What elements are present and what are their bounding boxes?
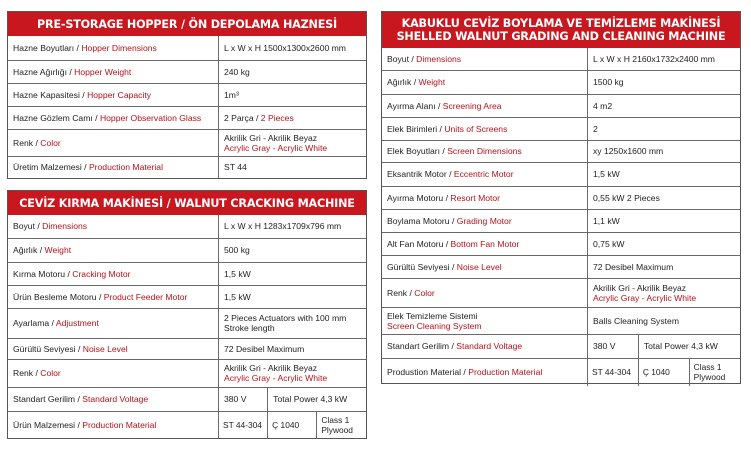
spec-label: Boylama Motoru / Grading Motor [382, 209, 588, 232]
table-row [382, 334, 740, 358]
spec-value: 2 Parça / 2 Pieces [219, 106, 367, 129]
table-row [8, 83, 366, 106]
spec-value: Balls Cleaning System [588, 307, 741, 334]
grading-title-tr: KABUKLU CEVİZ BOYLAMA VE TEMİZLEME MAKİNESİ [401, 17, 721, 30]
table-row [382, 70, 740, 94]
spec-label: Elek Birimleri / Units of Screens [382, 117, 588, 140]
table-row [8, 285, 366, 308]
hopper-title: PRE-STORAGE HOPPER / ÖN DEPOLAMA HAZNESİ [8, 12, 366, 36]
spec-label: Renk / Color [8, 359, 219, 387]
table-row [8, 238, 366, 262]
spec-value: ST 44-304 [219, 411, 268, 439]
table-row [8, 106, 366, 129]
spec-label: Ayırma Alanı / Screening Area [382, 94, 588, 117]
cracking-spec-panel [7, 190, 367, 439]
table-row [382, 48, 740, 70]
spec-label: Renk / Color [8, 129, 219, 156]
spec-label: Standart Gerilim / Standard Voltage [8, 387, 219, 411]
spec-label: Hazne Ağırlığı / Hopper Weight [8, 60, 219, 83]
spec-label: Alt Fan Motoru / Bottom Fan Motor [382, 232, 588, 255]
table-row [382, 140, 740, 162]
spec-value: 380 V [219, 387, 268, 411]
spec-label: Elek Temizleme Sistemi Screen Cleaning System [382, 307, 588, 334]
spec-value: 2 Pieces Actuators with 100 mm Stroke length [219, 308, 367, 338]
table-row [8, 338, 366, 359]
table-row [8, 387, 366, 411]
spec-label: Renk / Color [382, 278, 588, 307]
spec-value: 2 [588, 117, 741, 140]
grading-spec-panel [381, 11, 741, 384]
table-row [8, 215, 366, 238]
spec-value: 240 kg [219, 60, 367, 83]
table-row [8, 308, 366, 338]
spec-value: ST 44-304 [588, 358, 639, 386]
spec-value: xy 1250x1600 mm [588, 140, 741, 162]
spec-value-secondary: Total Power 4,3 kW [268, 387, 366, 411]
spec-label: Ayırma Motoru / Resort Motor [382, 186, 588, 209]
hopper-spec-panel [7, 11, 367, 179]
spec-value: 1,5 kW [219, 262, 367, 285]
spec-label: Gürültü Seviyesi / Noise Level [382, 255, 588, 278]
table-row [8, 60, 366, 83]
spec-value: 380 V [588, 334, 639, 358]
table-row [8, 129, 366, 156]
grading-spec-table [382, 48, 740, 386]
spec-label: Hazne Gözlem Camı / Hopper Observation Glass [8, 106, 219, 129]
spec-value: 500 kg [219, 238, 367, 262]
table-row [382, 232, 740, 255]
spec-value-secondary: Total Power 4,3 kW [638, 334, 740, 358]
spec-label: Boyut / Dimensions [8, 215, 219, 238]
hopper-spec-table [8, 36, 366, 178]
spec-value-tertiary: Class 1 Plywood [317, 411, 366, 439]
spec-value: L x W x H 1283x1709x796 mm [219, 215, 367, 238]
spec-value: 4 m2 [588, 94, 741, 117]
spec-value: Akrilik Gri - Akrilik Beyaz Acrylic Gray - Acrylic White [219, 129, 367, 156]
spec-value: L x W x H 2160x1732x2400 mm [588, 48, 741, 70]
spec-label: Kırma Motoru / Cracking Motor [8, 262, 219, 285]
spec-label: Ağırlık / Weight [382, 70, 588, 94]
spec-label: Hazne Boyutları / Hopper Dimensions [8, 36, 219, 60]
spec-label: Boyut / Dimensions [382, 48, 588, 70]
spec-value-tertiary: Class 1 Plywood [689, 358, 740, 386]
spec-value: 72 Desibel Maximum [588, 255, 741, 278]
spec-value: 0,75 kW [588, 232, 741, 255]
table-row [382, 358, 740, 386]
cracking-spec-table [8, 215, 366, 439]
table-row [8, 156, 366, 178]
grading-title [382, 12, 740, 48]
spec-value: 1,5 kW [219, 285, 367, 308]
table-row [382, 117, 740, 140]
spec-value: 1m³ [219, 83, 367, 106]
grading-title-en: SHELLED WALNUT GRADING AND CLEANING MACHINE [396, 30, 726, 43]
spec-value: 1500 kg [588, 70, 741, 94]
table-row [8, 411, 366, 439]
spec-value: Akrilik Gri - Akrilik Beyaz Acrylic Gray - Acrylic White [219, 359, 367, 387]
table-row [382, 307, 740, 334]
spec-label: Hazne Kapasitesi / Hopper Capacity [8, 83, 219, 106]
spec-label: Produstion Material / Production Material [382, 358, 588, 386]
table-row [382, 255, 740, 278]
spec-label: Ayarlama / Adjustment [8, 308, 219, 338]
spec-label: Ürün Malzemesi / Production Material [8, 411, 219, 439]
spec-label: Gürültü Seviyesi / Noise Level [8, 338, 219, 359]
table-row [382, 186, 740, 209]
table-row [382, 94, 740, 117]
cracking-title: CEVİZ KIRMA MAKİNESİ / WALNUT CRACKING MACHINE [8, 191, 366, 215]
table-row [8, 36, 366, 60]
table-row [382, 209, 740, 232]
spec-label: Eksantrik Motor / Eccentric Motor [382, 162, 588, 186]
spec-label: Ağırlık / Weight [8, 238, 219, 262]
spec-value: 0,55 kW 2 Pieces [588, 186, 741, 209]
table-row [382, 162, 740, 186]
spec-label: Elek Boyutları / Screen Dimensions [382, 140, 588, 162]
spec-value: 72 Desibel Maximum [219, 338, 367, 359]
spec-value: 1,1 kW [588, 209, 741, 232]
spec-value-secondary: Ç 1040 [268, 411, 317, 439]
table-row [382, 278, 740, 307]
spec-value: 1,5 kW [588, 162, 741, 186]
spec-label: Üretim Malzemesi / Production Material [8, 156, 219, 178]
spec-value-secondary: Ç 1040 [638, 358, 689, 386]
spec-value: ST 44 [219, 156, 367, 178]
spec-value: L x W x H 1500x1300x2600 mm [219, 36, 367, 60]
table-row [8, 359, 366, 387]
spec-label: Standart Gerilim / Standard Voltage [382, 334, 588, 358]
spec-label: Ürün Besleme Motoru / Product Feeder Motor [8, 285, 219, 308]
table-row [8, 262, 366, 285]
spec-value: Akrilik Gri - Akrilik Beyaz Acrylic Gray - Acrylic White [588, 278, 741, 307]
